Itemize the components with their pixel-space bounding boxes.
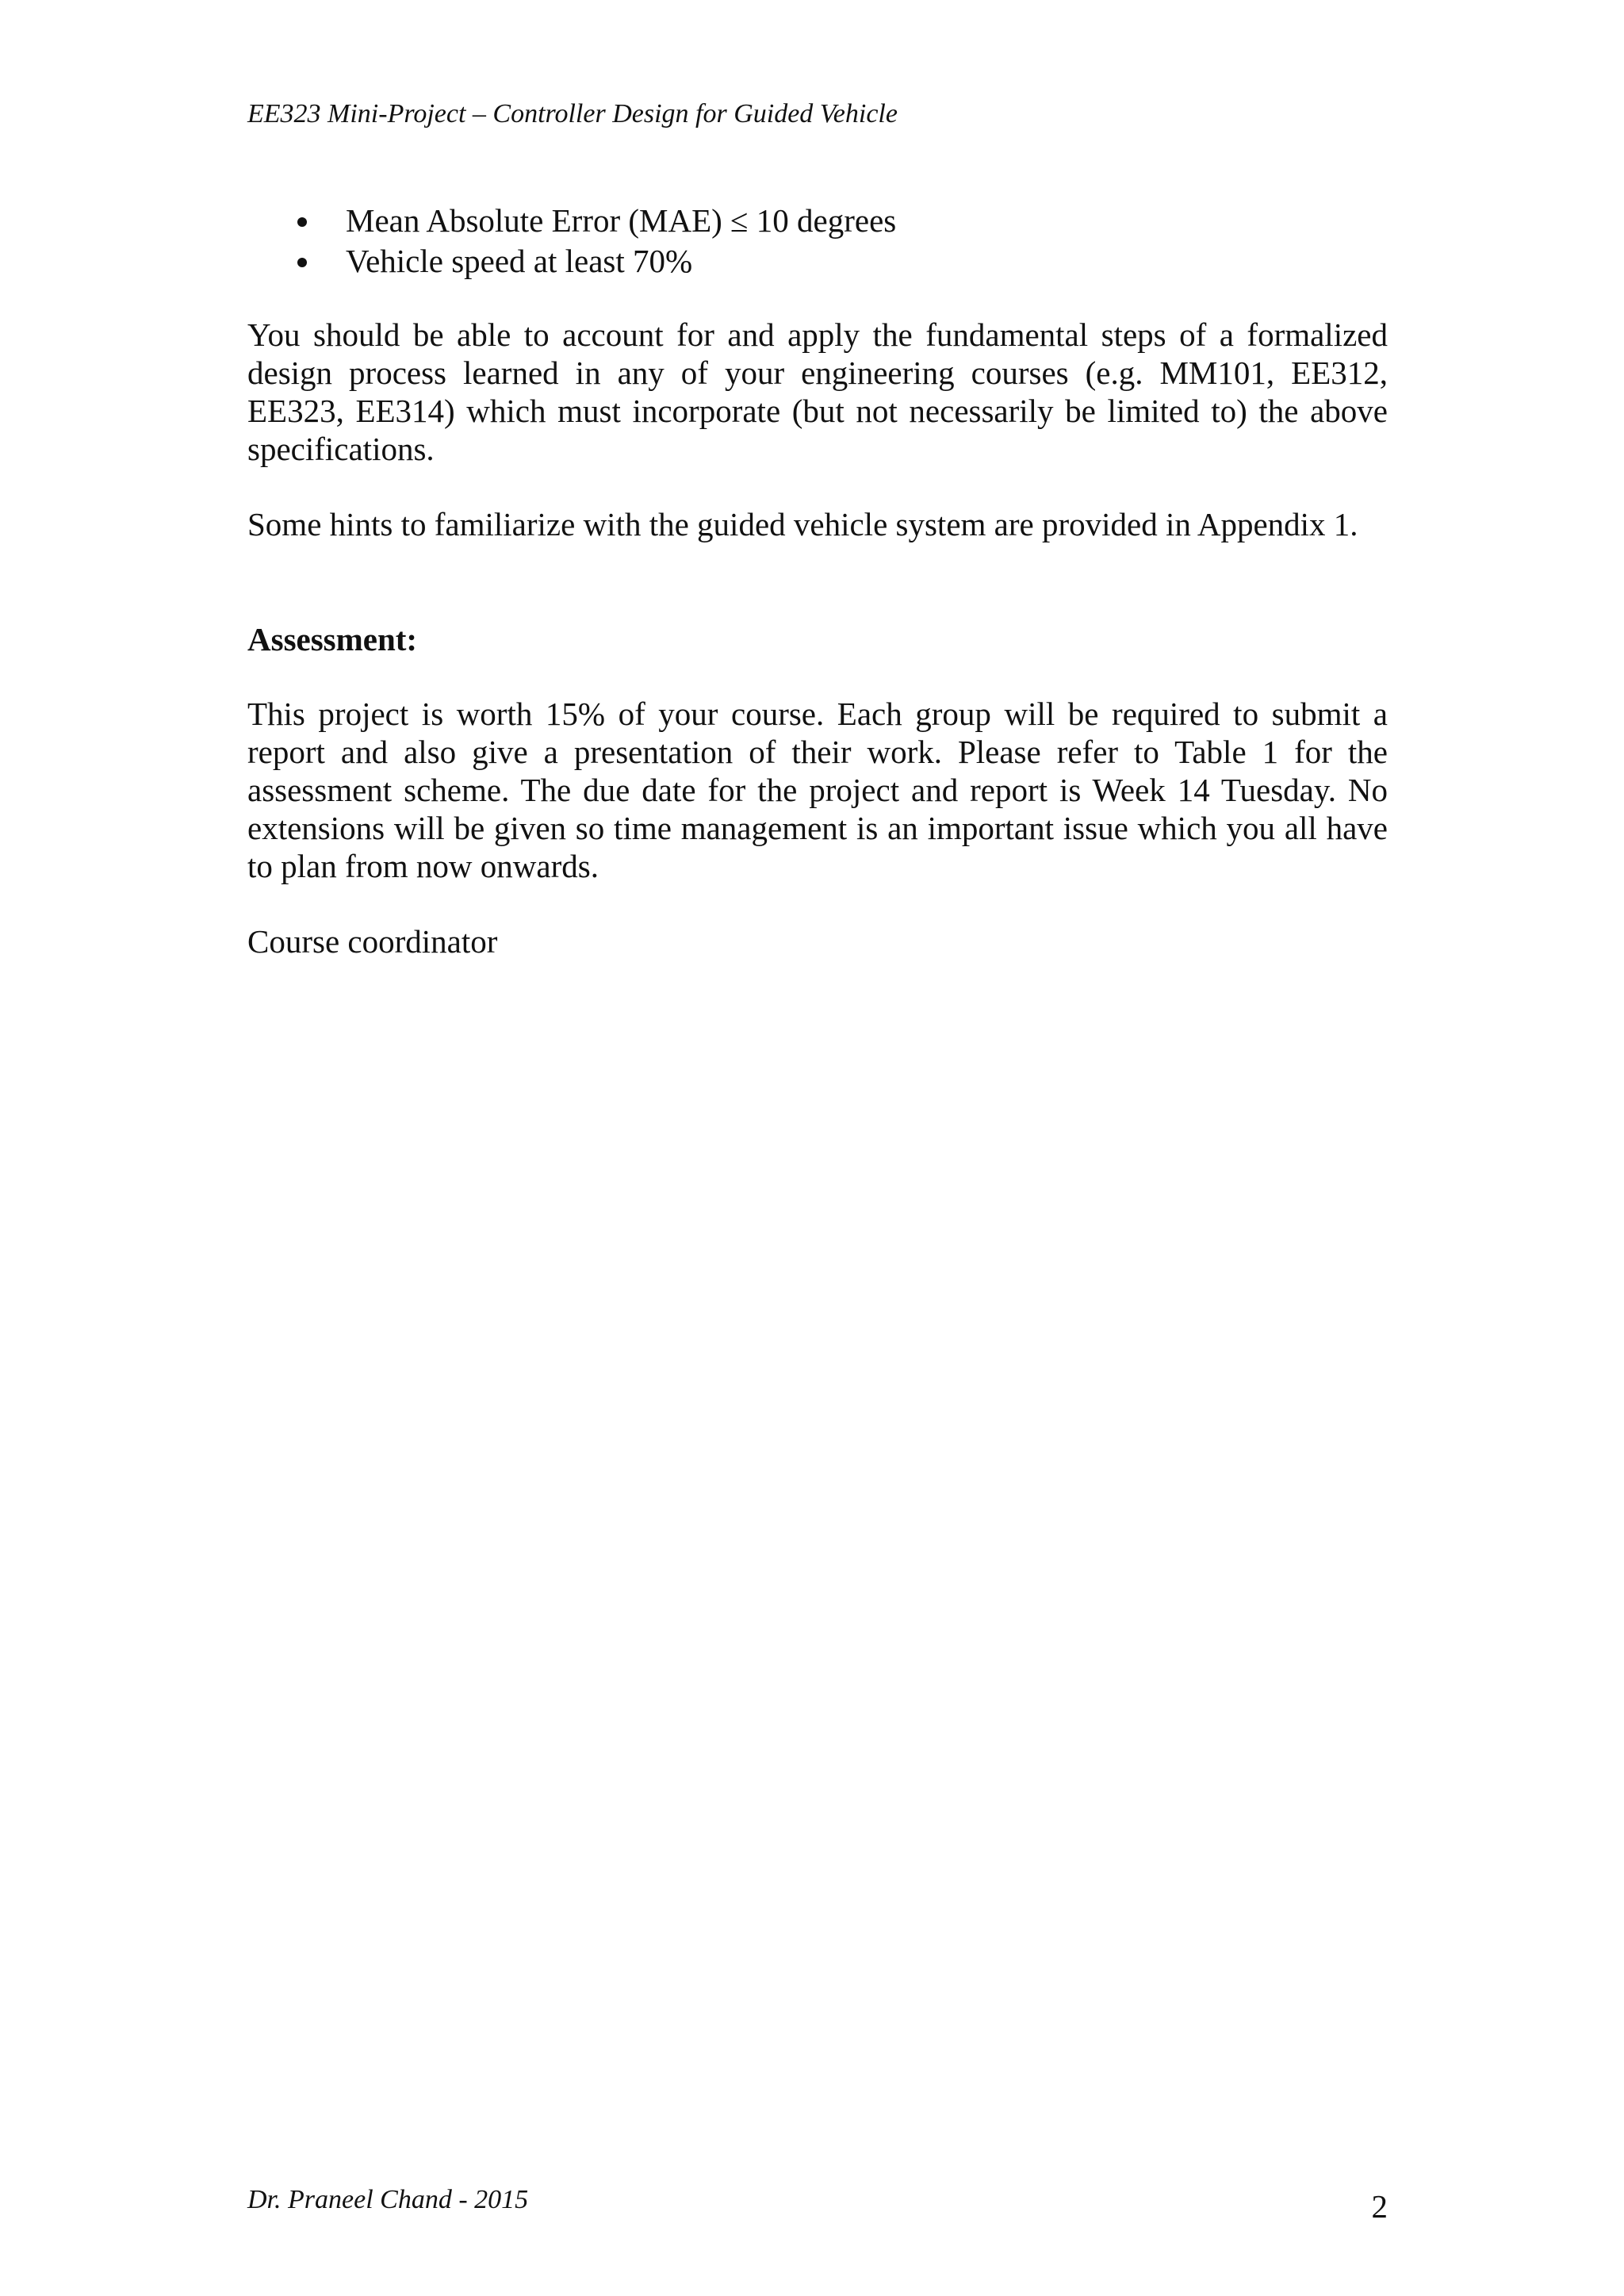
assessment-paragraph: This project is worth 15% of your course. Each group will be required to submit a report and also give a presentation of their work. Please refer to Table 1 for the assessment scheme. The due date for the project and report is Week 14 Tuesday. No extensions will be given so time management is an important issue which you all have to plan from now onwards.: [247, 696, 1388, 884]
running-header: EE323 Mini-Project – Controller Design for Guided Vehicle: [247, 99, 898, 128]
assessment-heading: Assessment:: [247, 621, 418, 657]
list-item: [247, 201, 1388, 241]
design-process-paragraph: You should be able to account for and apply the fundamental steps of a formalized design process learned in any of your engineering courses (e.g. MM101, EE312, EE323, EE314) which must incorporate (but not necessarily be limited to) the above specifications.: [247, 316, 1388, 467]
page-number: 2: [1371, 2188, 1388, 2225]
signoff-text: Course coordinator: [247, 923, 498, 960]
footer-author: Dr. Praneel Chand - 2015: [247, 2185, 529, 2214]
bullet-icon: [297, 217, 307, 227]
list-item: [247, 241, 1388, 282]
bullet-icon: [297, 258, 307, 267]
list-item-text: Vehicle speed at least 70%: [346, 243, 693, 279]
list-item-text: Mean Absolute Error (MAE) ≤ 10 degrees: [346, 202, 897, 239]
hints-paragraph: Some hints to familiarize with the guided vehicle system are provided in Appendix 1.: [247, 506, 1358, 542]
specification-list: [247, 201, 1388, 282]
